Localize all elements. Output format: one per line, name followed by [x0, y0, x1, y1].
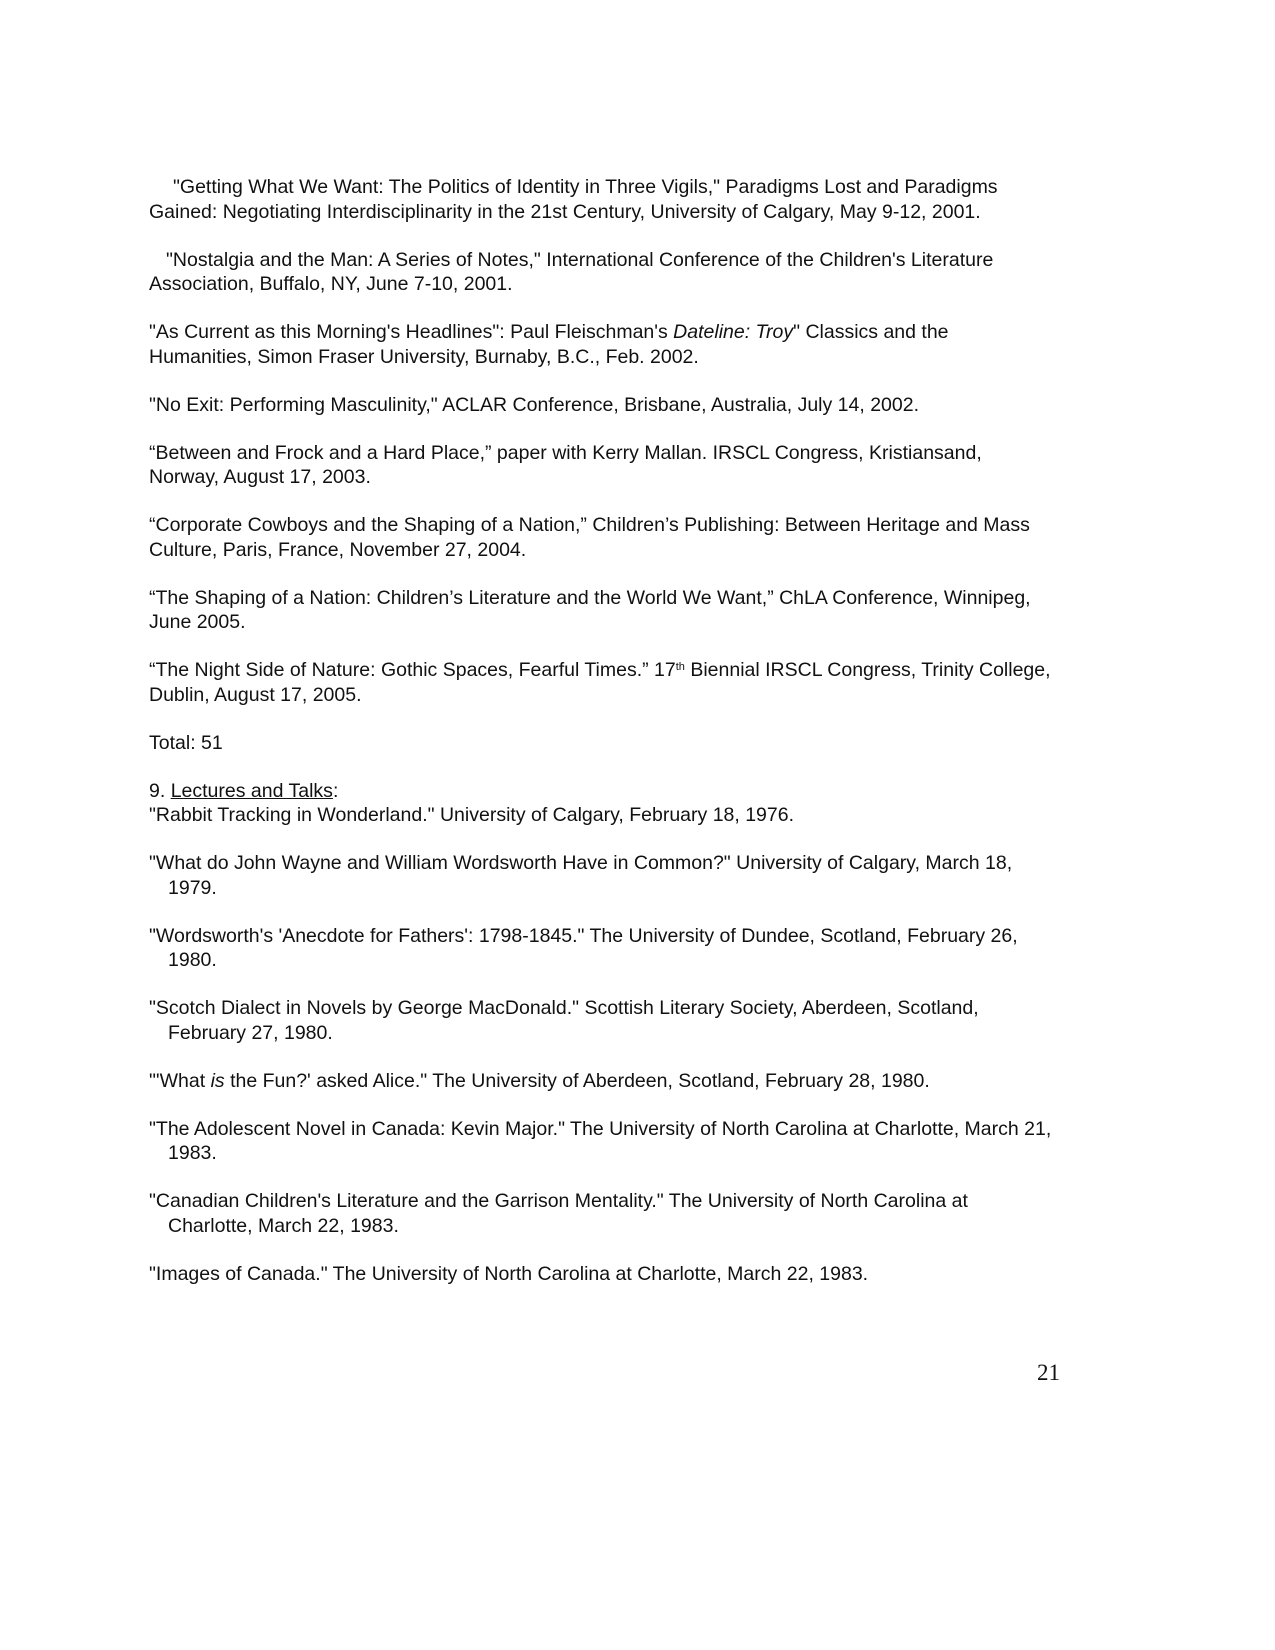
entry-text: "Rabbit Tracking in Wonderland." University of Calgary, February 18, 1976. [149, 804, 795, 826]
ordinal-suffix: th [675, 661, 685, 673]
section-colon: : [332, 779, 339, 802]
lecture-entry [149, 1189, 1054, 1238]
lecture-entry [149, 851, 1054, 900]
presentation-entry [149, 513, 1054, 562]
entry-text: "The Adolescent Novel in Canada: Kevin Major." The University of North Carolina at Charlotte, March 21, 1983. [149, 1117, 1052, 1164]
section-number: 9. [149, 779, 171, 802]
entry-text: " Classics and the Humanities, Simon Fraser University, Burnaby, B.C., Feb. 2002. [149, 321, 949, 368]
presentation-entry [149, 248, 1054, 297]
entry-italic-title: Dateline: Troy [673, 321, 794, 343]
entry-text: “The Shaping of a Nation: Children’s Literature and the World We Want,” ChLA Conference, Winnipeg, June 2005. [149, 586, 1031, 633]
lecture-entry [149, 996, 1054, 1045]
lecture-entry [149, 1262, 1054, 1287]
entry-text: "No Exit: Performing Masculinity," ACLAR Conference, Brisbane, Australia, July 14, 2002. [149, 393, 920, 416]
entry-text: the Fun?' asked Alice." The University of Aberdeen, Scotland, February 28, 1980. [224, 1069, 930, 1092]
lecture-entry [149, 803, 1054, 828]
entry-text: "'What [149, 1069, 211, 1092]
page-body [149, 175, 1054, 1286]
page-number: 21 [1037, 1360, 1060, 1385]
entry-text: “Between and Frock and a Hard Place,” paper with Kerry Mallan. IRSCL Congress, Kristiansand, Norway, August 17, 2003. [149, 441, 982, 488]
total-count [149, 731, 1054, 756]
entry-text: "Canadian Children's Literature and the Garrison Mentality." The University of North Carolina at Charlotte, March 22, 1983. [149, 1190, 968, 1237]
entry-text: Biennial IRSCL Congress, Trinity College, Dublin, August 17, 2005. [149, 659, 1051, 706]
entry-text: "Scotch Dialect in Novels by George MacDonald." Scottish Literary Society, Aberdeen, Scotland, February 27, 1980. [149, 997, 979, 1044]
section-title: Lectures and Talks [170, 779, 333, 802]
entry-text: "Getting What We Want: The Politics of Identity in Three Vigils," Paradigms Lost and Paradigms Gained: Negotiating Interdisciplinarity in the 21st Century, University of Calgary, May 9-12, 2001. [149, 176, 998, 223]
lecture-entry [149, 924, 1054, 973]
presentation-entry [149, 586, 1054, 635]
entry-text: "Images of Canada." The University of North Carolina at Charlotte, March 22, 1983. [149, 1262, 869, 1285]
total-text: Total: 51 [149, 731, 223, 754]
presentation-entry [149, 320, 1054, 369]
entry-text: "Nostalgia and the Man: A Series of Notes," International Conference of the Children's Literature Association, Buffalo, NY, June 7-10, 2001. [149, 248, 994, 295]
entry-text: "As Current as this Morning's Headlines": Paul Fleischman's [149, 321, 674, 343]
presentation-entry [149, 175, 1054, 224]
entry-italic-word: is [210, 1069, 225, 1092]
presentation-entry [149, 441, 1054, 490]
lecture-entry [149, 1069, 1054, 1094]
entry-text: "What do John Wayne and William Wordsworth Have in Common?" University of Calgary, March 18, 1979. [149, 852, 1013, 899]
lecture-entry [149, 1117, 1054, 1166]
entry-text: "Wordsworth's 'Anecdote for Fathers': 1798-1845." The University of Dundee, Scotland, February 26, 1980. [149, 924, 1018, 971]
presentation-entry [149, 658, 1054, 707]
entry-text: “Corporate Cowboys and the Shaping of a Nation,” Children’s Publishing: Between Heritage and Mass Culture, Paris, France, November 27, 2004. [149, 514, 1030, 561]
section-heading [149, 779, 1054, 804]
presentation-entry [149, 393, 1054, 418]
entry-text: “The Night Side of Nature: Gothic Spaces, Fearful Times.” 17 [149, 659, 676, 681]
